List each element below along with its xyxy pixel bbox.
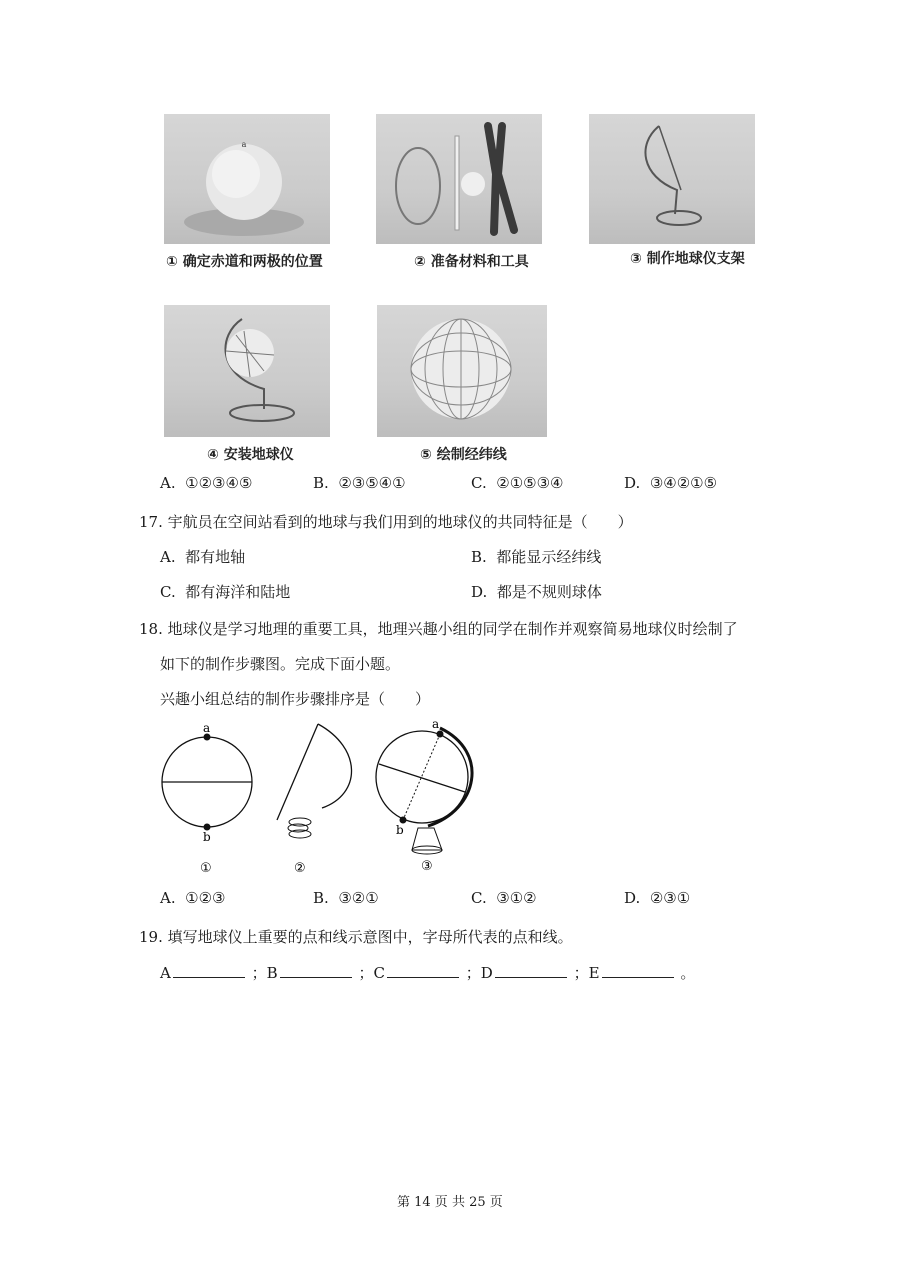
q19-stem: 19. 填写地球仪上重要的点和线示意图中，字母所代表的点和线。	[139, 928, 573, 946]
blank-a-input[interactable]	[173, 963, 245, 978]
option-text: ①②③	[185, 889, 226, 907]
separator: ；	[465, 964, 481, 982]
option-text: ③②①	[338, 889, 379, 907]
option-text: ②③①	[649, 889, 691, 907]
blank-e-input[interactable]	[602, 963, 674, 978]
option-letter: B.	[471, 548, 487, 566]
ball-image	[164, 114, 330, 244]
mounted-globe-image	[164, 305, 330, 437]
end-mark: 。	[680, 964, 696, 982]
stand-image	[589, 114, 755, 244]
photo-step-4	[164, 305, 330, 437]
option-text: 都有海洋和陆地	[185, 583, 291, 601]
photo-caption-3: ③ 制作地球仪支架	[630, 251, 745, 267]
q17-option-d[interactable]	[471, 581, 602, 602]
globe-steps-diagram	[150, 712, 490, 882]
q16-option-c[interactable]	[471, 474, 564, 492]
option-text: ②①⑤③④	[496, 474, 564, 492]
blank-label-b: B	[266, 964, 278, 982]
svg-text:a: a	[241, 140, 247, 149]
q18-stem-line-2: 如下的制作步骤图。完成下面小题。	[160, 655, 401, 673]
option-text: ③①②	[496, 889, 537, 907]
photo-step-3	[589, 114, 755, 244]
q17-option-a[interactable]	[160, 546, 245, 567]
photo-caption-4: ④ 安装地球仪	[207, 447, 294, 463]
label-fig3: ③	[421, 859, 433, 874]
label-b-fig1: b	[203, 830, 211, 844]
separator: ；	[573, 964, 589, 982]
label-b-fig3: b	[396, 823, 404, 837]
q16-option-d[interactable]	[624, 474, 717, 492]
option-letter: D.	[471, 583, 488, 601]
tools-image	[376, 114, 542, 244]
blank-b-input[interactable]	[280, 963, 352, 978]
blank-c-input[interactable]	[387, 963, 459, 978]
label-fig2: ②	[294, 861, 306, 876]
label-a-fig1: a	[203, 721, 211, 735]
photo-step-1	[164, 114, 330, 244]
option-letter: A.	[160, 474, 176, 492]
q18-option-b[interactable]	[313, 889, 379, 907]
blank-label-a: A	[160, 964, 171, 982]
photo-caption-5: ⑤ 绘制经纬线	[420, 447, 507, 463]
q18-option-a[interactable]	[160, 889, 226, 907]
option-text: 都有地轴	[185, 548, 246, 566]
graticule-globe-image	[377, 305, 547, 437]
option-text: ③④②①⑤	[649, 474, 718, 492]
option-letter: C.	[160, 583, 176, 601]
figure-3-globe	[376, 717, 472, 874]
q17-stem: 17. 宇航员在空间站看到的地球与我们用到的地球仪的共同特征是（ ）	[139, 513, 633, 531]
figure-2-stand	[277, 724, 352, 876]
label-a-fig3: a	[432, 717, 440, 731]
photo-step-5	[377, 305, 547, 437]
option-text: 都能显示经纬线	[496, 548, 602, 566]
option-letter: D.	[624, 474, 641, 492]
photo-step-2	[376, 114, 542, 244]
option-text: ①②③④⑤	[185, 474, 253, 492]
blank-label-e: E	[588, 964, 600, 982]
photo-caption-2: ② 准备材料和工具	[414, 254, 529, 270]
option-letter: D.	[624, 889, 641, 907]
option-letter: A.	[160, 548, 176, 566]
q18-stem-line-1: 18. 地球仪是学习地理的重要工具，地理兴趣小组的同学在制作并观察简易地球仪时绘制了	[139, 620, 738, 638]
q17-option-c[interactable]	[160, 581, 290, 602]
q16-option-b[interactable]	[313, 474, 406, 492]
label-fig1: ①	[200, 861, 212, 876]
blank-label-d: D	[480, 964, 493, 982]
option-text: 都是不规则球体	[496, 583, 602, 601]
option-text: ②③⑤④①	[338, 474, 406, 492]
q17-option-b[interactable]	[471, 546, 601, 567]
q19-blanks-row	[160, 962, 695, 983]
option-letter: B.	[313, 474, 329, 492]
option-letter: C.	[471, 889, 487, 907]
blank-d-input[interactable]	[495, 963, 567, 978]
separator: ；	[251, 964, 267, 982]
figure-1-ball	[162, 721, 252, 876]
blank-label-c: C	[373, 964, 385, 982]
page-footer: 第 14 页 共 25 页	[397, 1195, 503, 1210]
option-letter: B.	[313, 889, 329, 907]
option-letter: A.	[160, 889, 176, 907]
separator: ；	[358, 964, 374, 982]
q18-sub-question: 兴趣小组总结的制作步骤排序是（ ）	[160, 690, 431, 708]
q18-option-d[interactable]	[624, 889, 690, 907]
photo-caption-1: ① 确定赤道和两极的位置	[166, 254, 323, 270]
option-letter: C.	[471, 474, 487, 492]
q18-option-c[interactable]	[471, 889, 537, 907]
q16-option-a[interactable]	[160, 474, 252, 492]
